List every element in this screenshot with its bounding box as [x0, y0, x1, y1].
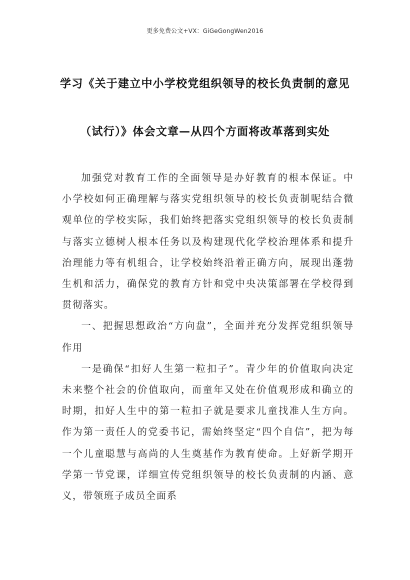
document-body: [62, 168, 354, 507]
paragraph: 一是确保“扣好人生第一粒扣子”。青少年的价值取向决定未来整个社会的价值取向，而童年又处在价值观形成和确立的时期，扣好人生中的第一粒扣子就是要求儿童找准人生方向。作为第一责任人的党委书记，需始终坚定“四个自信”，把为每一个儿童聪慧与高尚的人生奠基作为教育使命。上好新学期开学第一节党课，详细宣传党组织领导的校长负责制的内涵、意义，带领班子成员全面系: [62, 363, 354, 503]
header-note: 更多免费公文+VX：GiGeGongWen2016: [146, 28, 264, 35]
paragraph: 加强党对教育工作的全面领导是办好教育的根本保证。中小学校如何正确理解与落实党组织领导的校长负责制呢结合微观单位的学校实际，我们始终把落实党组织领导的校长负责制与落实立德树人根本任务以及构建现代化学校治理体系和提升治理能力等有机组合，让学校始终沿着正确方向，展现出蓬勃生机和活力，确保党的教育方针和党中央决策部署在学校得到贯彻落实。: [62, 173, 354, 312]
section-heading: 一、把握思想政治“方向盘”，全面并充分发挥党组织领导作用: [62, 321, 354, 354]
document-title-line-2: （试行）》体会文章—从四个方面将改革落到实处: [80, 125, 330, 138]
document-title-line-1: 学习《关于建立中小学校党组织领导的校长负责制的意见: [60, 77, 350, 90]
